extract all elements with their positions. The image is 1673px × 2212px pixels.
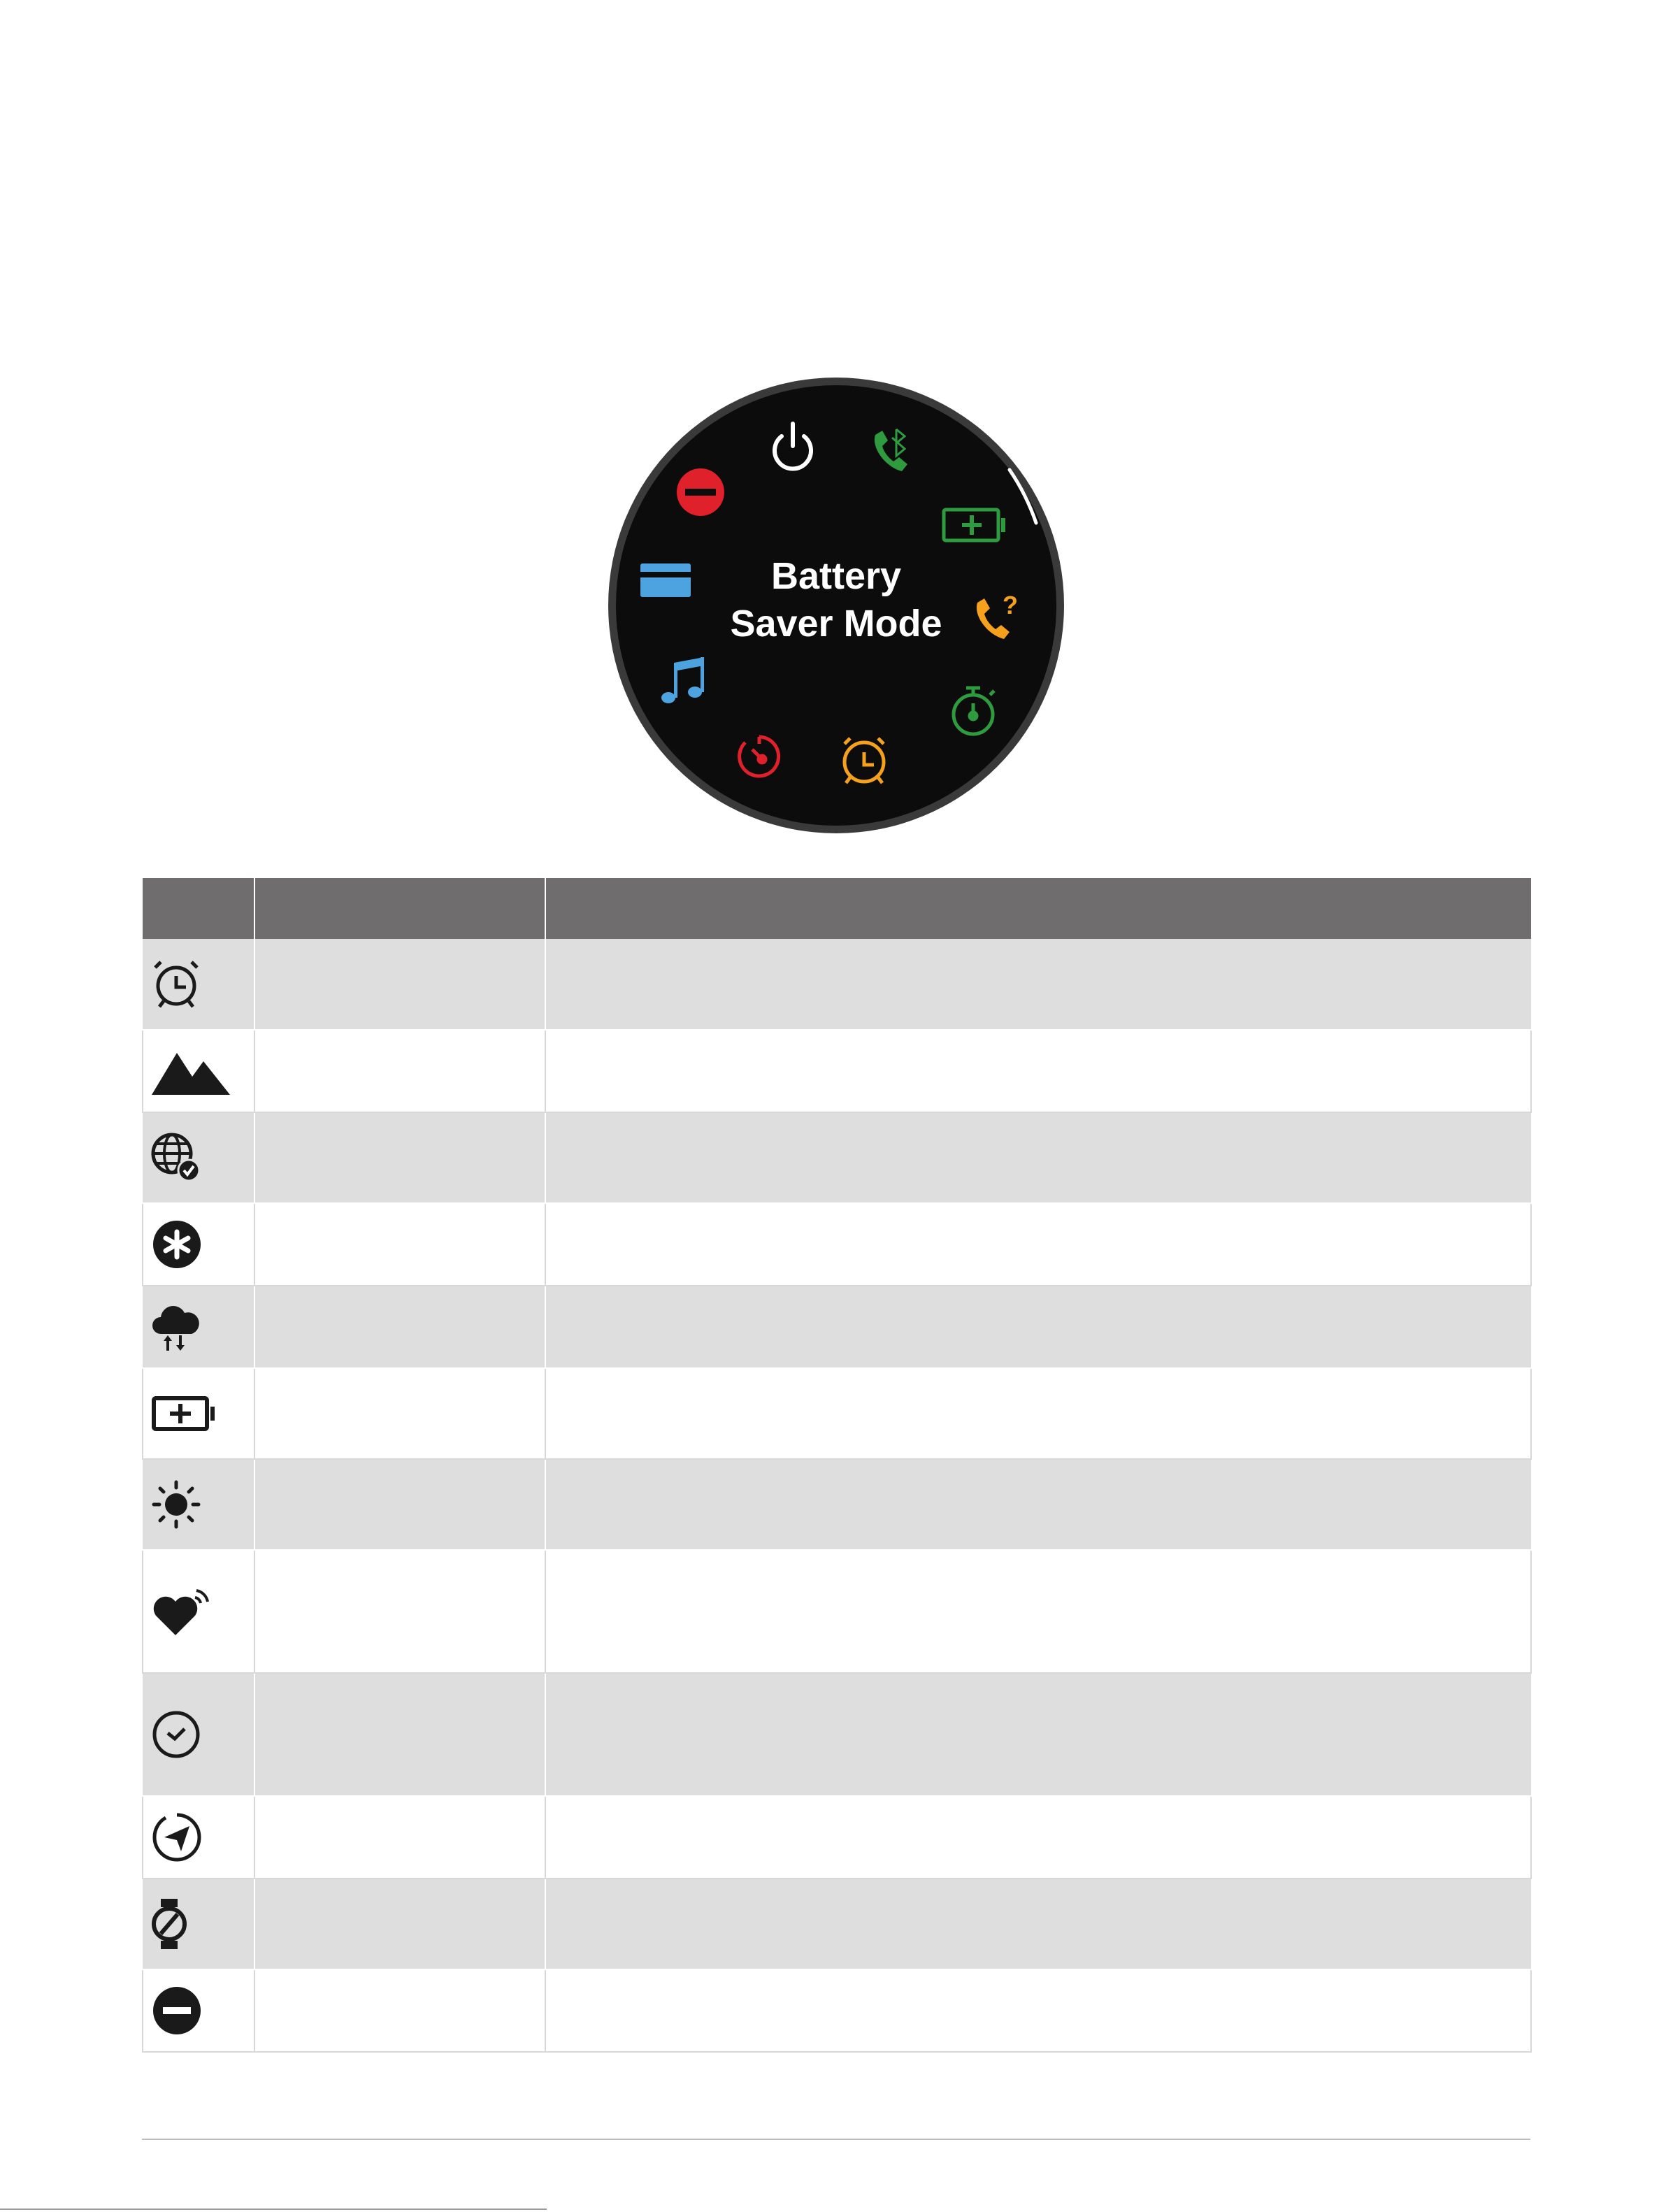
bottom-divider [0,2209,547,2210]
header-name-column [254,878,545,939]
do-not-disturb-icon [152,1985,202,2036]
controls-table [142,878,1532,2053]
table-header [143,878,1531,939]
cloud-sync-icon [151,1302,201,1352]
watch-title-line1: Battery [770,555,902,597]
table-row [143,1969,1531,2052]
watch-title-line2: Saver Mode [730,603,942,645]
header-icon-column [143,878,254,939]
watch-lock-icon [151,1897,190,1951]
table-row [143,1550,1531,1673]
wallet-card-icon[interactable] [640,563,691,597]
svg-text:?: ? [1003,591,1018,619]
table-row [143,1203,1531,1286]
do-not-disturb-icon[interactable] [677,468,724,516]
table-row [143,1030,1531,1112]
brightness-sun-icon [151,1479,201,1530]
alarm-clock-icon [151,959,201,1010]
assistance-icon [152,1219,202,1270]
table-row [143,1796,1531,1879]
table-row [143,1286,1531,1368]
table-row [143,1112,1531,1203]
table-row [143,939,1531,1030]
table-row [143,1459,1531,1550]
clock-icon [151,1709,201,1760]
header-description-column [545,878,1531,939]
altimeter-mountain-icon [152,1046,230,1096]
watch-face [605,375,1067,836]
heart-rate-broadcast-icon [152,1582,210,1641]
table-row [143,1673,1531,1796]
table-row [143,1879,1531,1969]
location-arrow-icon [152,1812,202,1862]
battery-saver-icon [152,1388,216,1439]
table-row [143,1368,1531,1459]
globe-sync-icon [151,1133,201,1183]
footer-divider [142,2139,1530,2140]
